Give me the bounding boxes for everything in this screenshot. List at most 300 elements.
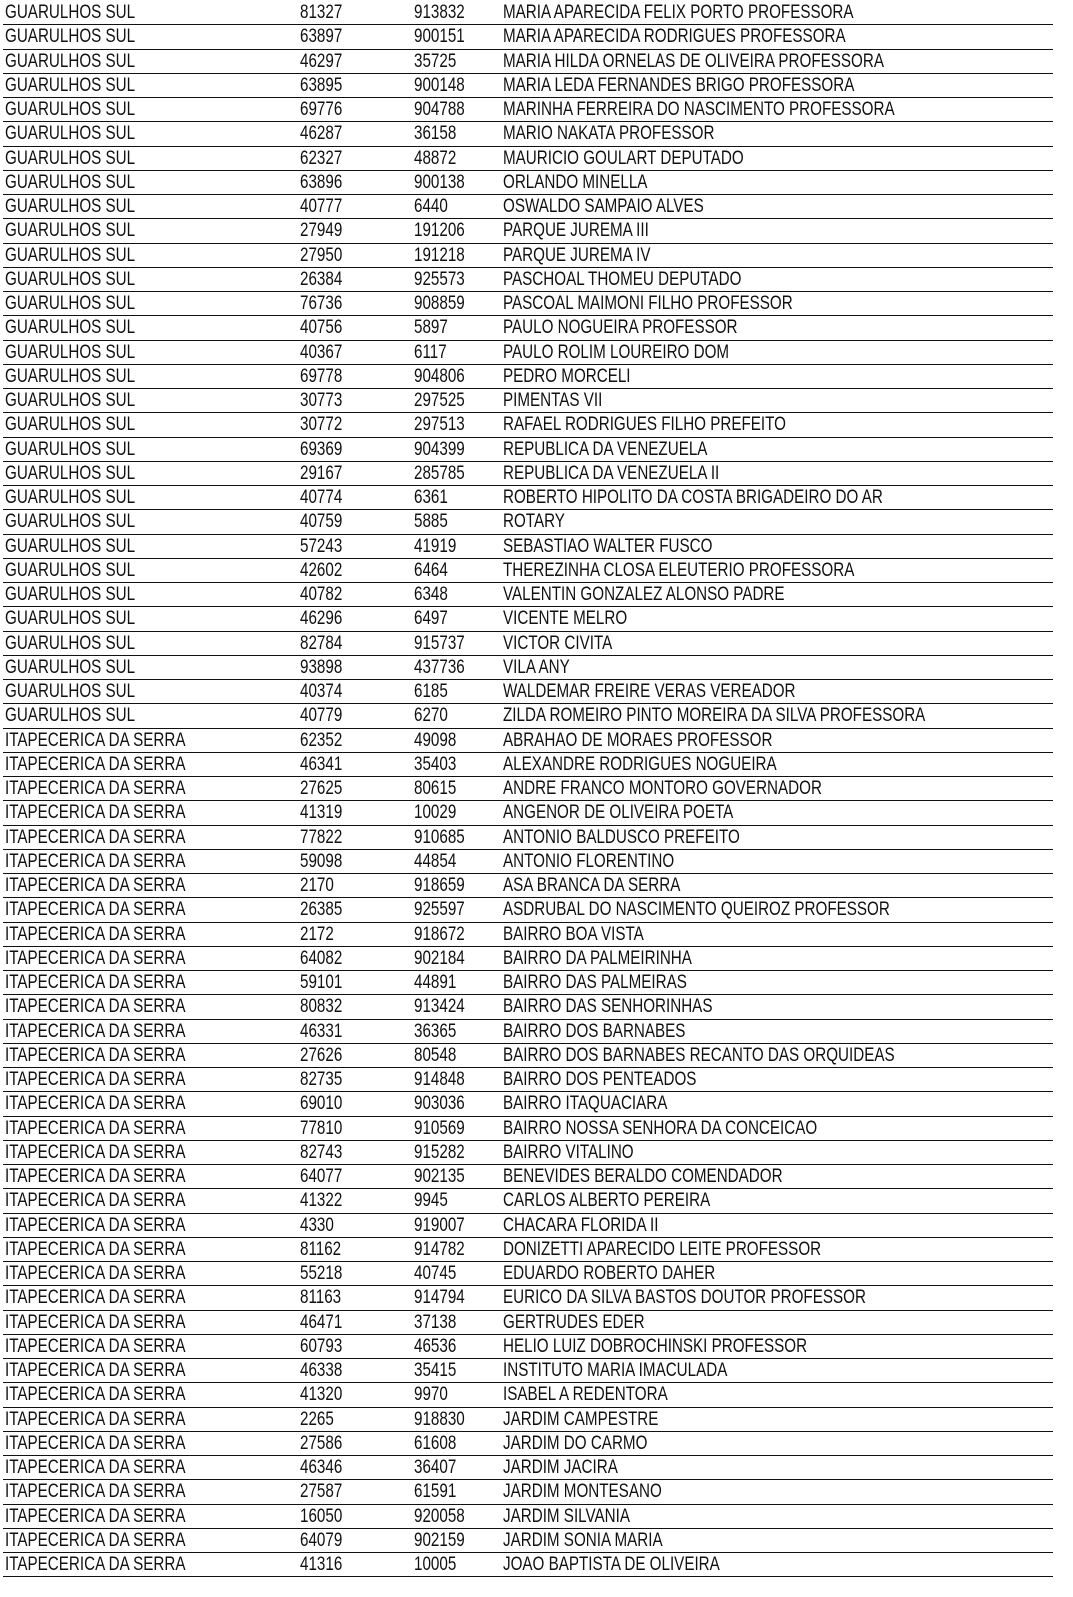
school-name-cell-text: BAIRRO DOS BARNABES: [503, 1020, 686, 1042]
region-cell-text: GUARULHOS SUL: [5, 244, 136, 266]
region-cell: [5, 1189, 295, 1213]
school-name-cell-text: RAFAEL RODRIGUES FILHO PREFEITO: [503, 414, 786, 436]
code-cell-text: 40367: [300, 341, 343, 363]
school-name-cell: [503, 1068, 1051, 1092]
id-cell-text: 903036: [414, 1093, 465, 1115]
code-cell-text: 40774: [300, 487, 343, 508]
region-cell-text: GUARULHOS SUL: [5, 268, 136, 290]
code-cell-text: 59098: [300, 850, 343, 872]
code-cell: [300, 486, 410, 510]
region-cell: [5, 74, 295, 98]
school-name-cell: [503, 801, 1051, 825]
code-cell: [300, 1044, 410, 1068]
id-cell-text: 902135: [414, 1166, 465, 1187]
code-cell: [300, 171, 410, 195]
table-row: [3, 704, 1053, 728]
region-cell: [5, 607, 295, 631]
region-cell: [5, 171, 295, 195]
region-cell-text: ITAPECERICA DA SERRA: [5, 1069, 186, 1090]
id-cell-text: 285785: [414, 462, 465, 484]
id-cell: [414, 535, 504, 559]
id-cell: [414, 74, 504, 98]
id-cell-text: 5897: [414, 317, 448, 339]
region-cell-text: GUARULHOS SUL: [5, 656, 136, 678]
table-row: [3, 583, 1053, 607]
id-cell: [414, 1505, 504, 1529]
code-cell-text: 69369: [300, 438, 343, 460]
region-cell-text: ITAPECERICA DA SERRA: [5, 1384, 186, 1406]
code-cell-text: 27950: [300, 244, 343, 266]
region-cell: [5, 1214, 295, 1238]
school-name-cell: [503, 316, 1051, 340]
code-cell: [300, 25, 410, 49]
id-cell: [414, 1286, 504, 1310]
code-cell-text: 2265: [300, 1408, 334, 1430]
region-cell-text: ITAPECERICA DA SERRA: [5, 947, 186, 969]
code-cell-text: 46297: [300, 50, 343, 72]
school-name-cell: [503, 1311, 1051, 1335]
table-row: [3, 1141, 1053, 1165]
table-row: [3, 1068, 1053, 1092]
id-cell: [414, 98, 504, 122]
code-cell: [300, 583, 410, 607]
code-cell-text: 81327: [300, 2, 343, 23]
school-name-cell: [503, 850, 1051, 874]
id-cell: [414, 947, 504, 971]
id-cell-text: 914794: [414, 1287, 465, 1309]
code-cell-text: 69778: [300, 365, 343, 387]
region-cell-text: GUARULHOS SUL: [5, 632, 136, 654]
school-name-cell-text: JARDIM DO CARMO: [503, 1432, 648, 1454]
region-cell-text: ITAPECERICA DA SERRA: [5, 1044, 186, 1066]
school-name-cell-text: REPUBLICA DA VENEZUELA: [503, 438, 708, 460]
id-cell: [414, 898, 504, 922]
table-row: [3, 1, 1053, 25]
id-cell: [414, 1141, 504, 1165]
school-name-cell: [503, 680, 1051, 704]
table-row: [3, 947, 1053, 971]
school-name-cell-text: DONIZETTI APARECIDO LEITE PROFESSOR: [503, 1238, 822, 1260]
school-name-cell-text: GERTRUDES EDER: [503, 1311, 645, 1333]
code-cell-text: 27626: [300, 1044, 343, 1066]
region-cell-text: ITAPECERICA DA SERRA: [5, 826, 186, 848]
region-cell-text: GUARULHOS SUL: [5, 584, 136, 605]
table-row: [3, 244, 1053, 268]
id-cell-text: 46536: [414, 1335, 457, 1357]
region-cell-text: ITAPECERICA DA SERRA: [5, 1020, 186, 1042]
region-cell: [5, 1092, 295, 1116]
school-name-cell-text: BAIRRO DOS PENTEADOS: [503, 1069, 697, 1090]
id-cell-text: 919007: [414, 1214, 465, 1236]
table-row: [3, 826, 1053, 850]
code-cell-text: 4330: [300, 1214, 334, 1236]
school-name-cell: [503, 1408, 1051, 1432]
id-cell-text: 904788: [414, 99, 465, 120]
school-name-cell-text: ANDRE FRANCO MONTORO GOVERNADOR: [503, 778, 822, 799]
code-cell-text: 40777: [300, 196, 343, 217]
region-cell-text: ITAPECERICA DA SERRA: [5, 778, 186, 799]
id-cell-text: 61591: [414, 1481, 457, 1503]
id-cell-text: 36365: [414, 1020, 457, 1042]
region-cell-text: ITAPECERICA DA SERRA: [5, 1529, 186, 1551]
id-cell: [414, 195, 504, 219]
region-cell-text: ITAPECERICA DA SERRA: [5, 1166, 186, 1187]
table-row: [3, 1165, 1053, 1189]
code-cell-text: 46471: [300, 1311, 343, 1333]
id-cell-text: 914782: [414, 1238, 465, 1260]
code-cell: [300, 1286, 410, 1310]
region-cell: [5, 1408, 295, 1432]
school-name-cell-text: ORLANDO MINELLA: [503, 171, 648, 193]
school-name-cell-text: ANGENOR DE OLIVEIRA POETA: [503, 802, 734, 824]
code-cell: [300, 1189, 410, 1213]
table-row: [3, 1189, 1053, 1213]
code-cell-text: 27586: [300, 1432, 343, 1454]
school-name-cell-text: VICENTE MELRO: [503, 608, 628, 630]
code-cell-text: 81163: [300, 1287, 342, 1309]
school-name-cell: [503, 947, 1051, 971]
school-name-cell-text: THEREZINHA CLOSA ELEUTERIO PROFESSORA: [503, 559, 855, 581]
id-cell: [414, 1311, 504, 1335]
code-cell: [300, 1553, 410, 1577]
school-name-cell-text: BAIRRO DA PALMEIRINHA: [503, 947, 692, 969]
id-cell: [414, 826, 504, 850]
id-cell: [414, 753, 504, 777]
table-row: [3, 1117, 1053, 1141]
school-name-cell: [503, 438, 1051, 462]
school-name-cell-text: BAIRRO VITALINO: [503, 1141, 634, 1163]
table-row: [3, 607, 1053, 631]
region-cell-text: GUARULHOS SUL: [5, 462, 136, 484]
id-cell: [414, 607, 504, 631]
region-cell-text: GUARULHOS SUL: [5, 50, 136, 72]
id-cell-text: 6270: [414, 705, 448, 727]
region-cell: [5, 971, 295, 995]
school-name-cell-text: MARIA HILDA ORNELAS DE OLIVEIRA PROFESSORA: [503, 50, 884, 72]
code-cell-text: 41316: [300, 1554, 343, 1575]
region-cell: [5, 1456, 295, 1480]
school-name-cell: [503, 292, 1051, 316]
region-cell: [5, 1068, 295, 1092]
region-cell-text: GUARULHOS SUL: [5, 438, 136, 460]
school-name-cell: [503, 777, 1051, 801]
school-name-cell-text: PASCOAL MAIMONI FILHO PROFESSOR: [503, 293, 793, 314]
school-name-cell-text: MARIO NAKATA PROFESSOR: [503, 123, 715, 145]
school-name-cell-text: ANTONIO FLORENTINO: [503, 850, 675, 872]
code-cell: [300, 438, 410, 462]
school-name-cell: [503, 1238, 1051, 1262]
id-cell: [414, 365, 504, 389]
code-cell-text: 46296: [300, 608, 343, 630]
code-cell: [300, 1214, 410, 1238]
table-row: [3, 971, 1053, 995]
id-cell-text: 925573: [414, 268, 465, 290]
school-name-cell-text: VALENTIN GONZALEZ ALONSO PADRE: [503, 584, 785, 605]
code-cell: [300, 923, 410, 947]
code-cell: [300, 462, 410, 486]
region-cell: [5, 535, 295, 559]
table-row: [3, 1262, 1053, 1286]
school-name-cell: [503, 486, 1051, 510]
id-cell-text: 6348: [414, 584, 448, 605]
id-cell: [414, 389, 504, 413]
region-cell-text: ITAPECERICA DA SERRA: [5, 802, 186, 824]
code-cell: [300, 195, 410, 219]
school-name-cell-text: JARDIM JACIRA: [503, 1457, 618, 1478]
region-cell: [5, 1553, 295, 1577]
region-cell-text: ITAPECERICA DA SERRA: [5, 899, 186, 921]
id-cell-text: 9945: [414, 1190, 448, 1212]
code-cell: [300, 413, 410, 437]
region-cell-text: GUARULHOS SUL: [5, 341, 136, 363]
id-cell-text: 915282: [414, 1141, 465, 1163]
region-cell: [5, 1335, 295, 1359]
id-cell-text: 6185: [414, 681, 448, 702]
table-row: [3, 995, 1053, 1019]
school-name-cell: [503, 389, 1051, 413]
table-row: [3, 389, 1053, 413]
table-row: [3, 898, 1053, 922]
id-cell-text: 920058: [414, 1505, 465, 1527]
school-name-cell: [503, 1, 1051, 25]
id-cell-text: 6464: [414, 559, 448, 581]
id-cell: [414, 219, 504, 243]
id-cell: [414, 341, 504, 365]
code-cell-text: 69776: [300, 99, 343, 120]
id-cell: [414, 438, 504, 462]
school-name-cell: [503, 1335, 1051, 1359]
school-name-cell: [503, 1505, 1051, 1529]
id-cell-text: 61608: [414, 1432, 457, 1454]
table-row: [3, 25, 1053, 49]
code-cell-text: 63897: [300, 26, 343, 48]
school-name-cell-text: PASCHOAL THOMEU DEPUTADO: [503, 268, 742, 290]
region-cell: [5, 1, 295, 25]
table-row: [3, 171, 1053, 195]
region-cell: [5, 826, 295, 850]
table-row: [3, 438, 1053, 462]
region-cell-text: ITAPECERICA DA SERRA: [5, 996, 186, 1018]
school-name-cell: [503, 1262, 1051, 1286]
code-cell-text: 46341: [300, 753, 343, 775]
region-cell: [5, 147, 295, 171]
id-cell: [414, 801, 504, 825]
code-cell: [300, 1311, 410, 1335]
id-cell-text: 915737: [414, 632, 465, 654]
id-cell: [414, 850, 504, 874]
id-cell: [414, 1165, 504, 1189]
code-cell: [300, 341, 410, 365]
school-name-cell: [503, 1092, 1051, 1116]
region-cell: [5, 753, 295, 777]
code-cell-text: 69010: [300, 1093, 343, 1115]
table-row: [3, 850, 1053, 874]
school-name-cell-text: JARDIM MONTESANO: [503, 1481, 662, 1503]
code-cell-text: 2170: [300, 875, 334, 896]
school-name-cell: [503, 1117, 1051, 1141]
region-cell-text: ITAPECERICA DA SERRA: [5, 1408, 186, 1430]
code-cell-text: 40756: [300, 317, 343, 339]
id-cell: [414, 632, 504, 656]
region-cell-text: GUARULHOS SUL: [5, 317, 136, 339]
id-cell: [414, 1553, 504, 1577]
code-cell: [300, 898, 410, 922]
code-cell-text: 60793: [300, 1335, 343, 1357]
region-cell-text: GUARULHOS SUL: [5, 705, 136, 727]
region-cell-text: ITAPECERICA DA SERRA: [5, 1238, 186, 1260]
school-name-cell-text: BENEVIDES BERALDO COMENDADOR: [503, 1166, 783, 1187]
region-cell-text: ITAPECERICA DA SERRA: [5, 850, 186, 872]
school-name-cell-text: PAULO NOGUEIRA PROFESSOR: [503, 317, 738, 339]
code-cell: [300, 1480, 410, 1504]
code-cell-text: 64079: [300, 1529, 343, 1551]
school-table: [3, 1, 1053, 1577]
school-name-cell-text: VICTOR CIVITA: [503, 632, 613, 654]
table-row: [3, 413, 1053, 437]
school-name-cell: [503, 729, 1051, 753]
school-name-cell-text: EURICO DA SILVA BASTOS DOUTOR PROFESSOR: [503, 1287, 866, 1309]
code-cell: [300, 1408, 410, 1432]
region-cell-text: GUARULHOS SUL: [5, 487, 136, 508]
id-cell-text: 44891: [414, 972, 457, 993]
region-cell: [5, 729, 295, 753]
region-cell: [5, 995, 295, 1019]
region-cell: [5, 632, 295, 656]
school-name-cell: [503, 1165, 1051, 1189]
code-cell: [300, 753, 410, 777]
code-cell: [300, 1, 410, 25]
school-name-cell-text: VILA ANY: [503, 656, 570, 678]
table-row: [3, 753, 1053, 777]
region-cell-text: ITAPECERICA DA SERRA: [5, 1432, 186, 1454]
id-cell: [414, 1238, 504, 1262]
school-name-cell: [503, 122, 1051, 146]
code-cell: [300, 801, 410, 825]
school-name-cell-text: CARLOS ALBERTO PEREIRA: [503, 1190, 711, 1212]
table-row: [3, 50, 1053, 74]
region-cell-text: GUARULHOS SUL: [5, 559, 136, 581]
code-cell: [300, 559, 410, 583]
table-row: [3, 559, 1053, 583]
id-cell-text: 913424: [414, 996, 465, 1018]
id-cell-text: 904399: [414, 438, 465, 460]
id-cell-text: 904806: [414, 365, 465, 387]
id-cell-text: 6361: [414, 487, 448, 508]
id-cell-text: 35725: [414, 50, 457, 72]
id-cell-text: 6117: [414, 341, 447, 363]
school-name-cell: [503, 1383, 1051, 1407]
region-cell: [5, 98, 295, 122]
table-row: [3, 98, 1053, 122]
school-name-cell-text: PARQUE JUREMA IV: [503, 244, 651, 266]
school-name-cell: [503, 1141, 1051, 1165]
code-cell: [300, 729, 410, 753]
school-name-cell: [503, 995, 1051, 1019]
code-cell-text: 26385: [300, 899, 343, 921]
region-cell: [5, 656, 295, 680]
code-cell: [300, 1165, 410, 1189]
region-cell: [5, 413, 295, 437]
id-cell-text: 44854: [414, 850, 457, 872]
region-cell: [5, 50, 295, 74]
code-cell: [300, 1335, 410, 1359]
region-cell: [5, 1044, 295, 1068]
code-cell-text: 40374: [300, 681, 343, 702]
code-cell: [300, 1068, 410, 1092]
code-cell-text: 40782: [300, 584, 343, 605]
school-name-cell-text: CHACARA FLORIDA II: [503, 1214, 659, 1236]
school-name-cell: [503, 632, 1051, 656]
region-cell: [5, 850, 295, 874]
code-cell-text: 46331: [300, 1020, 343, 1042]
region-cell-text: ITAPECERICA DA SERRA: [5, 875, 186, 896]
table-row: [3, 219, 1053, 243]
table-row: [3, 801, 1053, 825]
id-cell-text: 191206: [414, 220, 465, 242]
school-name-cell-text: JARDIM SILVANIA: [503, 1505, 630, 1527]
code-cell-text: 57243: [300, 535, 343, 557]
id-cell: [414, 1189, 504, 1213]
school-name-cell-text: OSWALDO SAMPAIO ALVES: [503, 196, 704, 217]
id-cell: [414, 995, 504, 1019]
region-cell: [5, 583, 295, 607]
id-cell: [414, 874, 504, 898]
school-name-cell-text: MAURICIO GOULART DEPUTADO: [503, 147, 744, 169]
id-cell-text: 900151: [414, 26, 465, 48]
table-row: [3, 316, 1053, 340]
school-name-cell: [503, 1286, 1051, 1310]
code-cell-text: 27587: [300, 1481, 343, 1503]
id-cell: [414, 292, 504, 316]
region-cell-text: ITAPECERICA DA SERRA: [5, 1360, 186, 1381]
id-cell: [414, 171, 504, 195]
region-cell-text: GUARULHOS SUL: [5, 74, 136, 96]
code-cell: [300, 656, 410, 680]
school-name-cell: [503, 50, 1051, 74]
code-cell: [300, 1456, 410, 1480]
id-cell: [414, 316, 504, 340]
region-cell-text: GUARULHOS SUL: [5, 293, 136, 314]
id-cell-text: 900138: [414, 171, 465, 193]
code-cell: [300, 971, 410, 995]
table-row: [3, 680, 1053, 704]
region-cell: [5, 365, 295, 389]
region-cell: [5, 1238, 295, 1262]
region-cell: [5, 195, 295, 219]
id-cell: [414, 704, 504, 728]
school-name-cell-text: MARIA LEDA FERNANDES BRIGO PROFESSORA: [503, 74, 855, 96]
school-name-cell: [503, 147, 1051, 171]
id-cell-text: 36158: [414, 123, 457, 145]
region-cell: [5, 25, 295, 49]
id-cell: [414, 1117, 504, 1141]
id-cell: [414, 1068, 504, 1092]
code-cell: [300, 850, 410, 874]
school-name-cell-text: BAIRRO DOS BARNABES RECANTO DAS ORQUIDEAS: [503, 1044, 895, 1066]
code-cell-text: 63896: [300, 171, 343, 193]
id-cell: [414, 923, 504, 947]
id-cell: [414, 1262, 504, 1286]
code-cell-text: 2172: [300, 923, 334, 945]
table-row: [3, 729, 1053, 753]
id-cell: [414, 1480, 504, 1504]
table-row: [3, 1335, 1053, 1359]
school-name-cell: [503, 1189, 1051, 1213]
code-cell: [300, 268, 410, 292]
id-cell: [414, 1359, 504, 1383]
id-cell: [414, 1432, 504, 1456]
code-cell: [300, 389, 410, 413]
